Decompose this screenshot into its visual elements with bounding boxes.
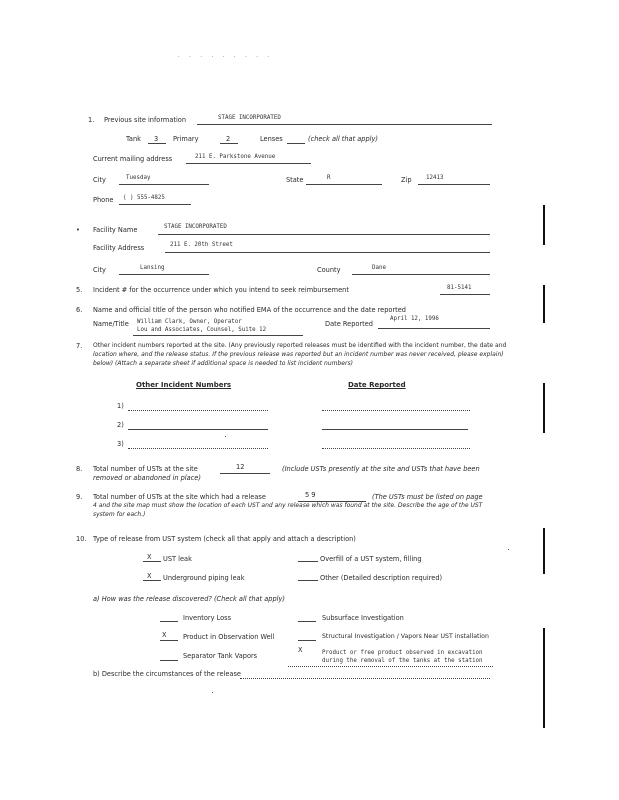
incident-row-3-date-line[interactable] [322,448,470,449]
incident-number-line [440,294,490,295]
facility-value[interactable]: STAGE INCORPORATED [164,224,227,230]
section-7-text-2: location where, and the release status. If the previous release was reported but an incident number was never received, please explain) [93,351,504,358]
incident-number-value[interactable]: 81-5141 [447,285,472,291]
phone-value[interactable]: ( ) 555-4825 [123,195,165,201]
section-8-note-2: removed or abandoned in place) [93,474,201,482]
total-usts-value[interactable]: 12 [236,463,245,471]
date-reported-line [378,328,490,329]
section-5-number: 5. [76,286,83,294]
county-label: County [317,266,341,274]
facility-address-line [165,252,490,253]
date-reported-label: Date Reported [325,320,373,328]
other-incident-numbers-header: Other Incident Numbers [136,381,232,389]
mailing-address-label: Current mailing address [93,155,173,163]
release-usts-value[interactable]: 5 9 [305,491,316,499]
total-usts-line [220,473,270,474]
incident-row-2-number-line[interactable] [128,429,268,430]
section-2-bullet: • [76,226,80,234]
city-value[interactable]: Tuesday [126,175,151,181]
zip-line [418,184,490,185]
incident-row-2-label: 2) [117,421,124,429]
section-7-text-3: below) (Attach a separate sheet if additional space is needed to list incident numbers) [93,360,353,367]
section-10-number: 10. [76,535,87,543]
section-8-number: 8. [76,465,83,473]
lenses-line [287,143,305,144]
circumstances-line[interactable] [240,678,490,679]
lenses-note: (check all that apply) [308,135,378,143]
piping-leak-label: Underground piping leak [163,574,245,582]
facility-line [158,234,490,235]
structural-checkbox-line[interactable] [298,640,316,641]
product-observed-checkmark[interactable]: X [298,646,303,654]
scan-speck [212,692,213,693]
overfill-label: Overfill of a UST system, filling [320,555,422,563]
section-9-note-3: system for each.) [93,511,146,518]
incident-row-3-label: 3) [117,440,124,448]
primary-value[interactable]: 2 [226,135,231,143]
mailing-address-line [186,163,311,164]
inventory-loss-label: Inventory Loss [183,614,232,622]
section-6-number: 6. [76,306,83,314]
scan-speck [508,549,509,550]
notifier-name-line [133,335,303,336]
primary-line [220,143,238,144]
section-9-number: 9. [76,493,83,501]
margin-bar [543,205,545,245]
discovery-question: a) How was the release discovered? (Check all that apply) [93,595,285,603]
date-reported-header: Date Reported [348,381,406,389]
incident-row-2-date-line[interactable] [322,429,468,430]
state-line [306,184,382,185]
scan-speck [225,436,226,437]
facility-name-value[interactable]: STAGE INCORPORATED [218,115,281,121]
margin-bar [543,285,545,323]
section-5-text: Incident # for the occurrence under which you intend to seek reimbursement [93,286,349,294]
date-reported-value[interactable]: April 12, 1996 [390,316,439,322]
county-line [352,274,490,275]
header-marks: . . . . . . . . . [178,53,274,59]
section-1-label: Previous site information [104,116,187,124]
facility-address-label: Facility Address [93,244,145,252]
notifier-name-label: Name/Title [93,320,129,328]
county-value[interactable]: Dane [372,265,386,271]
zip-label: Zip [401,176,412,184]
margin-bar [543,383,545,433]
section-8-note: (Include USTs presently at the site and USTs that have been [282,465,480,473]
subsurface-checkbox-line[interactable] [298,621,316,622]
city-line [119,184,209,185]
section-1-number: 1. [88,116,95,124]
section-7-number: 7. [76,342,83,350]
other-release-label: Other (Detailed description required) [320,574,443,582]
other-checkbox-line[interactable] [298,580,318,581]
ust-leak-label: UST leak [163,555,192,563]
notifier-name-value[interactable]: William Clark, Owner, Operator [137,319,242,325]
separator-checkbox-line[interactable] [160,660,178,661]
section-8-text: Total number of USTs at the site [93,465,198,473]
facility-name-line [197,124,492,125]
zip-value[interactable]: 12413 [426,175,444,181]
tank-label: Tank [126,135,141,143]
subsurface-label: Subsurface Investigation [322,614,404,622]
structural-label: Structural Investigation / Vapors Near UST installation [322,633,489,640]
city-label: City [93,176,106,184]
incident-row-3-number-line[interactable] [128,448,268,449]
observation-well-checkmark[interactable]: X [162,631,167,639]
facility-label: Facility Name [93,226,138,234]
phone-label: Phone [93,196,114,204]
ust-leak-checkmark[interactable]: X [147,553,152,561]
piping-leak-checkbox-line [143,580,161,581]
inventory-loss-checkbox-line[interactable] [160,621,178,622]
section-10-text: Type of release from UST system (check all that apply and attach a description) [93,535,356,543]
incident-row-1-date-line[interactable] [322,410,470,411]
state-value[interactable]: R [327,175,331,181]
incident-row-1-number-line[interactable] [128,410,268,411]
circumstances-label: b) Describe the circumstances of the release [93,670,241,678]
section-9-note-2: 4 and the site map must show the location of each UST and any release which was found at the site. Describe the age of the UST [93,502,483,509]
phone-line [119,204,191,205]
margin-bar [543,528,545,574]
piping-leak-checkmark[interactable]: X [147,572,152,580]
product-observed-line [288,666,493,667]
margin-bar [543,628,545,728]
observation-well-checkbox-line [160,640,178,641]
section-7-text-1: Other incident numbers reported at the site. (Any previously reported releases must be identified with the incident number, the date and [93,342,507,349]
overfill-checkbox-line[interactable] [298,561,318,562]
section-6-text: Name and official title of the person who notified EMA of the occurrence and the date reported [93,306,406,314]
state-label: State [286,176,304,184]
product-observed-note[interactable]: Product or free product observed in excavation [322,650,483,656]
section-9-note: (The USTs must be listed on page [372,493,483,501]
facility-city-value[interactable]: Lansing [140,265,165,271]
lenses-label: Lenses [260,135,283,143]
tank-value[interactable]: 3 [154,135,159,143]
separator-label: Separator Tank Vapors [183,652,258,660]
mailing-address-value[interactable]: 211 E. Parkstone Avenue [195,154,276,160]
primary-label: Primary [173,135,199,143]
facility-address-value[interactable]: 211 E. 20th Street [170,242,233,248]
facility-city-label: City [93,266,106,274]
ust-leak-checkbox-line [143,561,161,562]
facility-city-line [119,274,209,275]
incident-row-1-label: 1) [117,402,124,410]
section-9-text: Total number of USTs at the site which had a release [93,493,266,501]
product-observed-note-2[interactable]: during the removal of the tanks at the station [322,658,483,664]
tank-line [148,143,166,144]
notifier-name-value-2[interactable]: Lou and Associates, Counsel, Suite 12 [137,327,267,333]
observation-well-label: Product in Observation Well [183,633,275,641]
